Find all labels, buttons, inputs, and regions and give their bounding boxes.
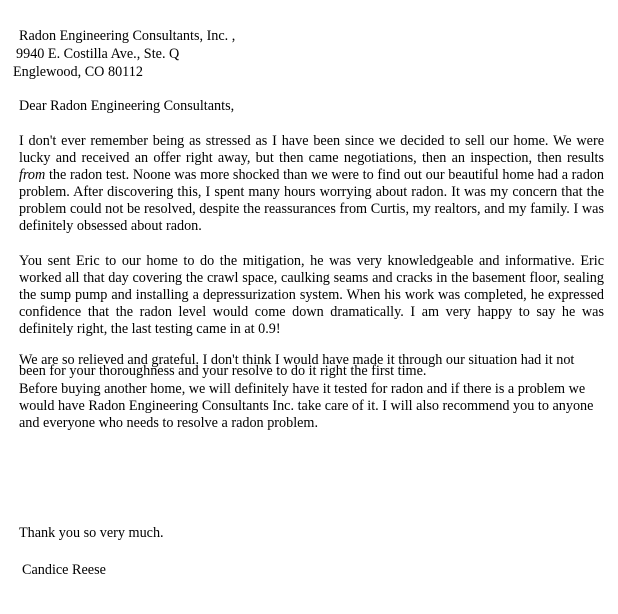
paragraph-mitigation-text: You sent Eric to our home to do the mitigation, he was very knowledgeable and informative. Eric worked all that day covering the crawl space, caulking seams and cracks in the basement floor, sealing the sump pump and installing a depressurization system. When his work was completed, he expressed confidence that the radon level would come down dramatically. I am very happy to say he was definitely right, the last testing came in at 0.9!	[19, 253, 604, 337]
address-line-city: Englewood, CO 80112	[13, 64, 143, 80]
salutation: Dear Radon Engineering Consultants,	[19, 98, 235, 114]
paragraph-stress	[19, 133, 604, 234]
paragraph-mitigation	[19, 253, 604, 338]
paragraph-relief: We are so relieved and grateful. I don't think I would have made it through our situation had it not been for your thoroughness and your resolve to do it right the first time.	[19, 352, 575, 379]
signature: Candice Reese	[22, 562, 106, 578]
closing: Thank you so very much.	[19, 525, 164, 541]
paragraph-stress-emphasis: from	[19, 166, 46, 183]
paragraph-stress-part1: I don't ever remember being as stressed as I have been since we decided to sell our home. We were lucky and received an offer right away, but then came negotiations, then an inspection, then results	[19, 133, 604, 166]
paragraph-stress-part2: the radon test. Noone was more shocked than we were to find out our beautiful home had a radon problem. After discovering this, I spent many hours worrying about radon. It was my concern that the problem could not be resolved, despite the reassurances from Curtis, my realtors, and my family. I was definitely obsessed about radon.	[19, 166, 604, 234]
address-line-company: Radon Engineering Consultants, Inc. ,	[19, 28, 236, 44]
paragraph-future: Before buying another home, we will definitely have it tested for radon and if there is a problem we would have Radon Engineering Consultants Inc. take care of it. I will also recommend you to anyone and everyone who needs to resolve a radon problem.	[19, 381, 594, 431]
address-line-street: 9940 E. Costilla Ave., Ste. Q	[16, 46, 180, 62]
paragraph-stress-text	[19, 133, 604, 234]
